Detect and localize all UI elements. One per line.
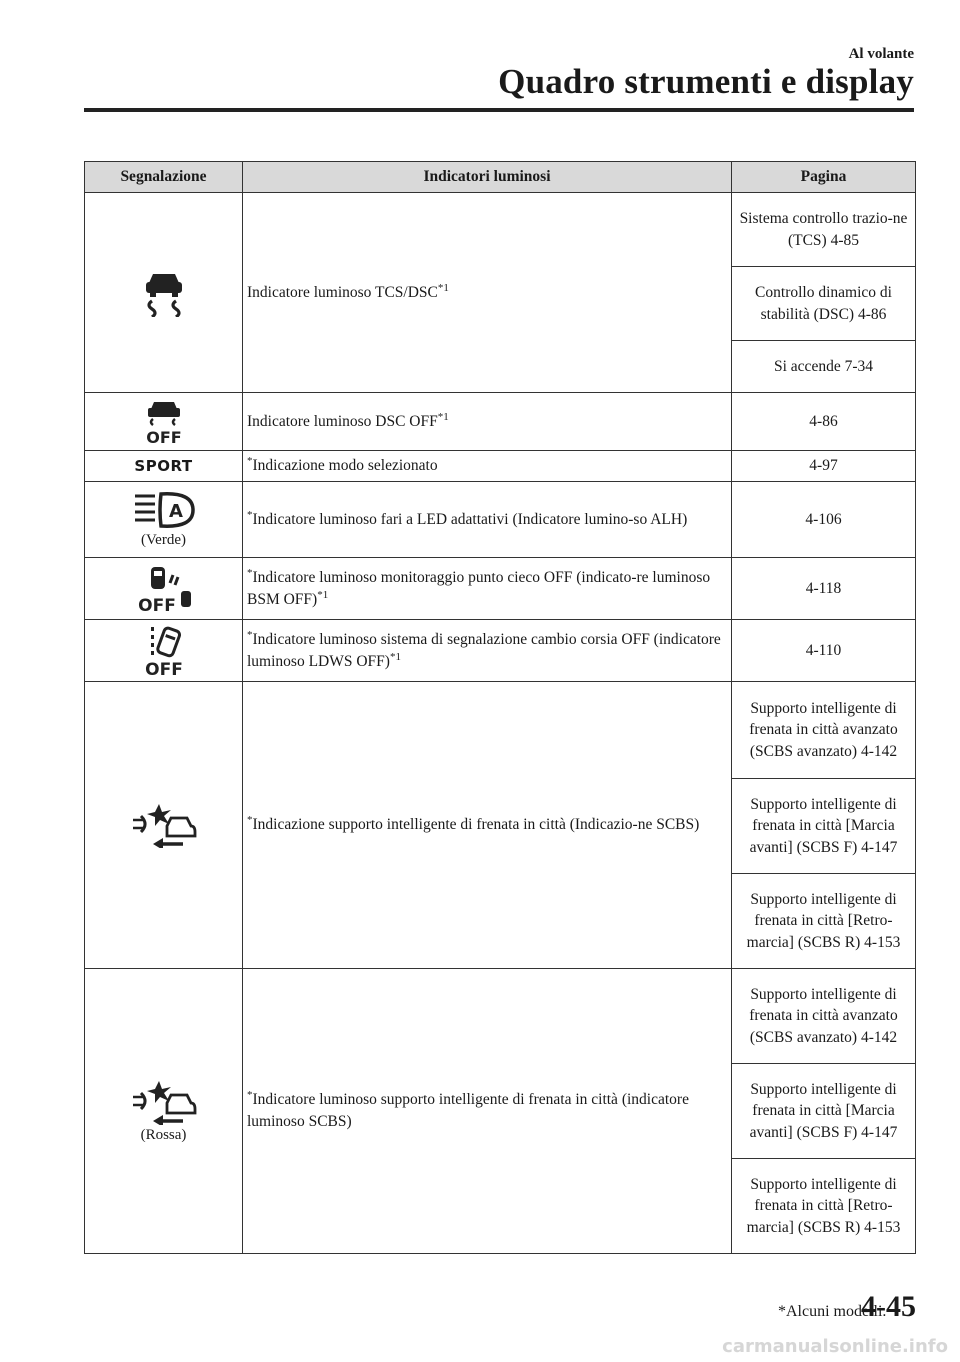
desc-cell	[243, 193, 732, 393]
col-header-signal: Segnalazione	[85, 162, 243, 193]
table-header-row	[85, 162, 916, 193]
svg-text:OFF: OFF	[137, 595, 176, 613]
footnote-mark: *	[247, 508, 253, 521]
desc-cell	[243, 451, 732, 482]
desc-text: Indicatore luminoso supporto intelligente di frenata in città (indicatore luminoso SCBS)	[247, 1091, 689, 1130]
scbs-warning-icon	[129, 1079, 199, 1125]
page-ref: Supporto intelligente di frenata in città [Marcia avanti] (SCBS F) 4-147	[732, 1064, 916, 1159]
page-ref: 4-106	[732, 482, 916, 558]
page-ref: Controllo dinamico di stabilità (DSC) 4-86	[732, 267, 916, 341]
table-row	[85, 393, 916, 451]
desc-text: Indicatore luminoso DSC OFF	[247, 412, 438, 430]
desc-cell	[243, 393, 732, 451]
footnote-mark: *	[247, 454, 253, 467]
table-row	[85, 482, 916, 558]
footnote-mark: *	[247, 1088, 253, 1101]
page-ref: Sistema controllo trazio-ne (TCS) 4-85	[732, 193, 916, 267]
desc-cell	[243, 969, 732, 1254]
footnote: *Alcuni modelli.	[778, 1303, 887, 1320]
icon-cell	[85, 451, 243, 482]
footnote-mark: *1	[437, 410, 449, 423]
icon-cell	[85, 620, 243, 682]
tcs-dsc-car-icon	[139, 269, 189, 317]
indicator-table	[84, 161, 916, 1254]
adaptive-led-headlight-icon	[131, 490, 197, 530]
icon-cell	[85, 193, 243, 393]
section-label: Al volante	[848, 46, 914, 62]
page-ref: 4-86	[732, 393, 916, 451]
page-ref: Supporto intelligente di frenata in città [Retro-marcia] (SCBS R) 4-153	[732, 874, 916, 969]
header-rule	[84, 108, 914, 112]
bsm-off-icon	[133, 565, 195, 613]
page-ref: Supporto intelligente di frenata in città [Retro-marcia] (SCBS R) 4-153	[732, 1159, 916, 1254]
page-ref: Si accende 7-34	[732, 341, 916, 393]
page-title: Quadro strumenti e display	[498, 62, 914, 101]
scbs-indication-icon	[129, 802, 199, 848]
page-number: 4-45	[861, 1290, 916, 1323]
svg-text:OFF: OFF	[144, 659, 183, 677]
icon-color-caption: (Rossa)	[140, 1126, 187, 1143]
desc-cell	[243, 558, 732, 620]
table-row	[85, 620, 916, 682]
table-row	[85, 451, 916, 482]
table-row	[85, 682, 916, 779]
footnote-mark: *	[247, 566, 253, 579]
icon-cell	[85, 682, 243, 969]
page-ref: Supporto intelligente di frenata in città [Marcia avanti] (SCBS F) 4-147	[732, 779, 916, 874]
svg-text:OFF: OFF	[145, 427, 182, 445]
col-header-page: Pagina	[732, 162, 916, 193]
footnote-mark: *	[247, 813, 253, 826]
table-row	[85, 558, 916, 620]
table-row	[85, 969, 916, 1064]
footnote-mark: *1	[437, 281, 449, 294]
svg-text:A: A	[168, 501, 183, 522]
page-ref: 4-118	[732, 558, 916, 620]
table-row	[85, 193, 916, 267]
page-ref: Supporto intelligente di frenata in città avanzato (SCBS avanzato) 4-142	[732, 682, 916, 779]
footnote-mark: *1	[389, 650, 401, 663]
watermark: carmanualsonline.info	[722, 1336, 948, 1357]
dsc-off-icon	[136, 399, 192, 445]
desc-text: Indicatore luminoso fari a LED adattativi (Indicatore lumino-so ALH)	[252, 510, 688, 528]
icon-cell	[85, 482, 243, 558]
icon-cell	[85, 558, 243, 620]
desc-text: Indicatore luminoso monitoraggio punto cieco OFF (indicato-re luminoso BSM OFF)	[247, 568, 711, 608]
page-ref: Supporto intelligente di frenata in città avanzato (SCBS avanzato) 4-142	[732, 969, 916, 1064]
col-header-indicator: Indicatori luminosi	[243, 162, 732, 193]
desc-cell	[243, 620, 732, 682]
footnote-mark: *1	[317, 588, 329, 601]
icon-cell	[85, 969, 243, 1254]
desc-text: Indicazione supporto intelligente di frenata in città (Indicazio-ne SCBS)	[252, 816, 700, 833]
ldws-off-icon	[139, 625, 189, 677]
page-ref: 4-97	[732, 451, 916, 482]
page-ref: 4-110	[732, 620, 916, 682]
icon-color-caption: (Verde)	[141, 532, 186, 548]
desc-text: Indicatore luminoso sistema di segnalazione cambio corsia OFF (indicatore luminoso LDWS OFF)	[247, 630, 721, 670]
desc-text: Indicazione modo selezionato	[252, 457, 438, 474]
icon-cell	[85, 393, 243, 451]
footnote-mark: *	[247, 628, 253, 641]
desc-cell	[243, 682, 732, 969]
desc-text: Indicatore luminoso TCS/DSC	[247, 283, 438, 301]
sport-mode-icon: SPORT	[134, 456, 193, 475]
desc-cell	[243, 482, 732, 558]
